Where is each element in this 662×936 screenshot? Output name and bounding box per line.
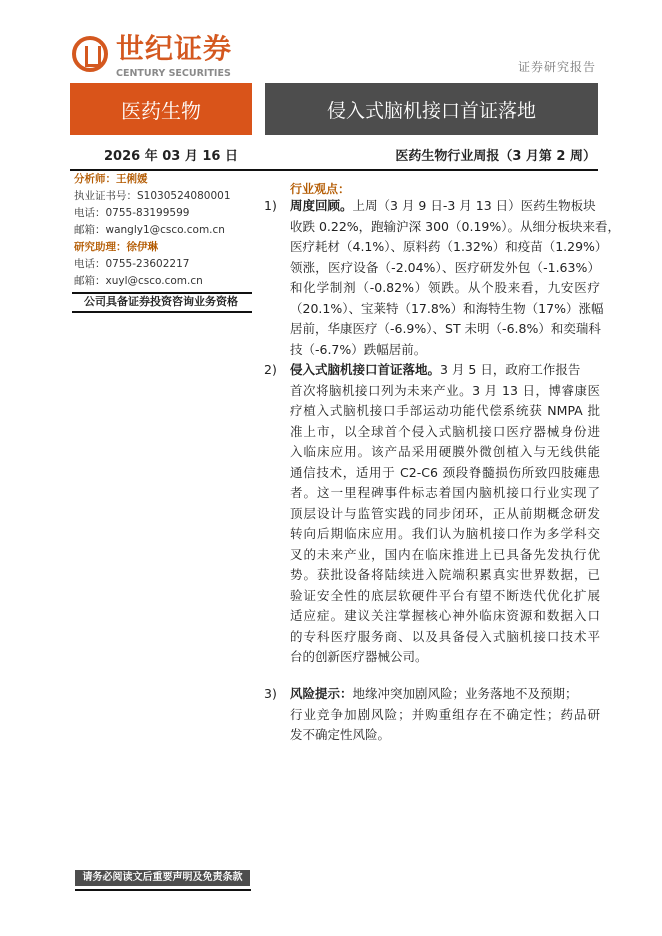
- item-line: 的专科医疗服务商、以及具备侵入式脑机接口技术平: [290, 628, 600, 644]
- logo-cn: 世纪证券: [116, 32, 233, 65]
- report-subtitle: 医药生物行业周报（3 月第 2 周）: [395, 149, 596, 164]
- item-line: 准上市，以全球首个侵入式脑机接口医疗器械身份进: [290, 423, 600, 439]
- item-title: 周度回顾。: [290, 198, 353, 213]
- assistant-phone: 电话：0755-23602217: [74, 258, 190, 270]
- item-line: 和化学制剂（-0.82%）领跌。从个股来看，九安医疗: [290, 280, 600, 295]
- analyst-license: 执业证书号：S1030524080001: [74, 190, 231, 202]
- item-line: 叉的未来产业，国内在临床推进上已具备先发执行优: [290, 546, 600, 562]
- industry-view-heading: 行业观点：: [290, 182, 351, 196]
- item-line: [290, 686, 600, 706]
- item-line: 疗植入式脑机接口手部运动功能代偿系统获 NMPA 批: [290, 403, 600, 418]
- item-line: 首次将脑机接口列为未来产业。3 月 13 日，博睿康医: [290, 382, 600, 398]
- footer-line: [75, 889, 251, 891]
- item-line: [290, 198, 600, 218]
- sector-band: 医药生物: [70, 83, 252, 135]
- analyst-info: [70, 171, 252, 291]
- item-line: 收跌 0.22%，跑输沪深 300（0.19%）。从细分板块来看，: [290, 218, 620, 234]
- item-line: 转向后期临床应用。我们认为脑机接口作为多学科交: [290, 526, 600, 541]
- item-line: 顶层设计与监管实践的同步闭环，正从前期概念研发: [290, 505, 600, 521]
- item-title: 风险提示：: [290, 686, 353, 701]
- item-text: 3 月 5 日，政府工作报告: [440, 362, 581, 377]
- view-item: [264, 686, 600, 748]
- view-item: [264, 362, 600, 670]
- item-line: 发不确定性风险。: [290, 727, 391, 742]
- item-line: （20.1%）、宝莱特（17.8%）和海特生物（17%）涨幅: [290, 300, 604, 316]
- analyst-name: 分析师：王俐媛: [74, 173, 148, 185]
- item-line: [290, 362, 600, 382]
- assistant-email[interactable]: 邮箱：xuyl@csco.com.cn: [74, 275, 203, 287]
- item-line: 入临床应用。该产品采用硬膜外微创植入与无线供能: [290, 444, 600, 459]
- item-number: 1): [264, 198, 277, 213]
- item-line: 验证安全性的底层软硬件平台有望不断迭代优化扩展: [290, 587, 600, 603]
- item-title: 侵入式脑机接口首证落地。: [290, 362, 441, 377]
- qualification: 公司具备证券投资咨询业务资格: [84, 295, 238, 308]
- analyst-phone: 电话：0755-83199599: [74, 207, 190, 219]
- logo-en: CENTURY SECURITIES: [116, 68, 231, 79]
- item-number: 2): [264, 362, 277, 377]
- report-date: 2026 年 03 月 16 日: [104, 149, 238, 164]
- item-text: 地缘冲突加剧风险；业务落地不及预期；: [352, 686, 578, 701]
- item-line: 居前，华康医疗（-6.9%）、ST 未明（-6.8%）和奕瑞科: [290, 321, 601, 336]
- item-line: 势。获批设备将陆续进入院端积累真实世界数据，已: [290, 567, 600, 582]
- disclaimer-banner: 请务必阅读文后重要声明及免责条款: [75, 870, 250, 886]
- item-line: 者。这一里程碑事件标志着国内脑机接口行业实现了: [290, 485, 600, 500]
- item-text: 上周（3 月 9 日-3 月 13 日）医药生物板块: [352, 198, 596, 213]
- item-line: 技（-6.7%）跌幅居前。: [290, 341, 427, 357]
- item-line: 台的创新医疗器械公司。: [290, 649, 428, 664]
- item-number: 3): [264, 686, 277, 701]
- assistant-name: 研究助理：徐伊琳: [74, 241, 158, 253]
- qualification-top-line: [72, 292, 252, 294]
- report-type: 证券研究报告: [517, 60, 596, 74]
- report-title: 侵入式脑机接口首证落地: [265, 83, 598, 135]
- item-line: 行业竞争加剧风险；并购重组存在不确定性；药品研: [290, 706, 600, 722]
- analyst-email[interactable]: 邮箱：wangly1@csco.com.cn: [74, 224, 225, 236]
- item-line: 领涨，医疗设备（-2.04%）、医疗研发外包（-1.63%）: [290, 259, 600, 275]
- logo-emblem-icon: [72, 36, 108, 72]
- item-line: 通信技术，适用于 C2-C6 颈段脊髓损伤所致四肢瘫患: [290, 464, 600, 480]
- view-item: [264, 198, 620, 362]
- qualification-bottom-line: [72, 311, 252, 313]
- century-securities-logo: [72, 32, 252, 84]
- item-line: 医疗耗材（4.1%）、原料药（1.32%）和疫苗（1.29%）: [290, 239, 608, 254]
- item-line: 适应症。建议关注掌握核心神外临床资源和数据入口: [290, 608, 600, 623]
